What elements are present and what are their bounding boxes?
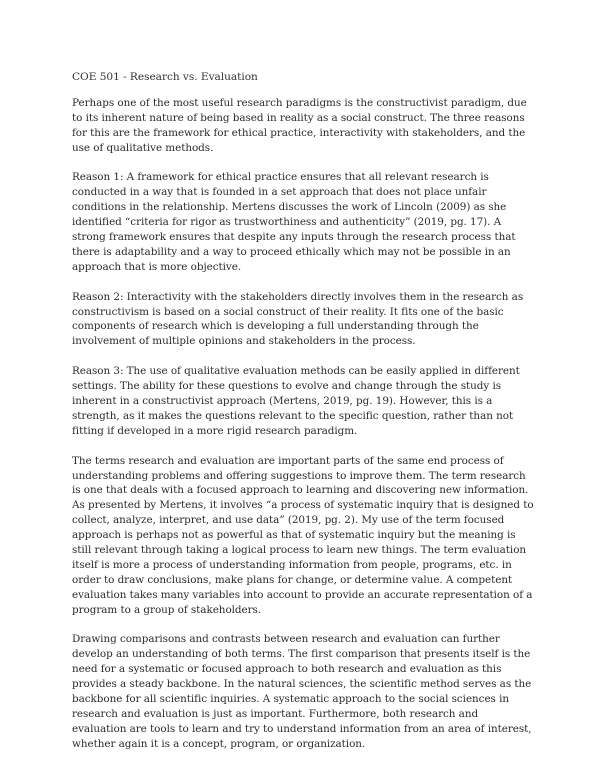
paragraph-reason-2: Reason 2: Interactivity with the stakeholders directly involves them in the research as constructivism is based on a social construct of their reality. It fits one of the basic components of research which is developing a full understanding through the involvement of multiple opinions and stakeholders in the process.	[72, 290, 524, 348]
paragraph-intro: Perhaps one of the most useful research paradigms is the constructivist paradigm, due to its inherent nature of being based in reality as a social construct. The three reasons for this are the framework for ethical practice, interactivity with stakeholders, and the use of qualitative methods.	[72, 96, 527, 154]
paragraph-research-evaluation-terms: The terms research and evaluation are important parts of the same end process of understanding problems and offering suggestions to improve them. The term research is one that deals with a focused approach to learning and discovering new information. As presented by Mertens, it involves “a process of systematic inquiry that is designed to collect, analyze, interpret, and use data” (2019, pg. 2). My use of the term focused approach is perhaps not as powerful as that of systematic inquiry but the meaning is still relevant through taking a logical process to learn new things. The term evaluation itself is more a process of understanding information from people, programs, etc. in order to draw conclusions, make plans for change, or determine value. A competent evaluation takes many variables into account to provide an accurate representation of a program to a group of stakeholders.	[72, 454, 534, 616]
document-title: COE 501 - Research vs. Evaluation	[72, 71, 258, 83]
paragraph-reason-1: Reason 1: A framework for ethical practice ensures that all relevant research is conducted in a way that is founded in a set approach that does not place unfair conditions in the relationship. Mertens discusses the work of Lincoln (2009) as she identified “criteria for rigor as trustworthiness and authenticity” (2019, pg. 17). A strong framework ensures that despite any inputs through the research process that there is adaptability and a way to proceed ethically which may not be possible in an approach that is more objective.	[72, 171, 516, 273]
paragraph-comparisons: Drawing comparisons and contrasts between research and evaluation can further develop an understanding of both terms. The first comparison that presents itself is the need for a systematic or focused approach to both research and evaluation as this provides a steady backbone. In the natural sciences, the scientific method serves as the backbone for all scientific inquiries. A systematic approach to the social sciences in research and evaluation is just as important. Furthermore, both research and evaluation are tools to learn and try to understand information from an area of interest, whether again it is a concept, program, or organization.	[72, 633, 532, 750]
paragraph-reason-3: Reason 3: The use of qualitative evaluation methods can be easily applied in different settings. The ability for these questions to evolve and change through the study is inherent in a constructivist approach (Mertens, 2019, pg. 19). However, this is a strength, as it makes the questions relevant to the specific question, rather than not fitting if developed in a more rigid research paradigm.	[72, 365, 520, 437]
document-body	[72, 70, 534, 767]
